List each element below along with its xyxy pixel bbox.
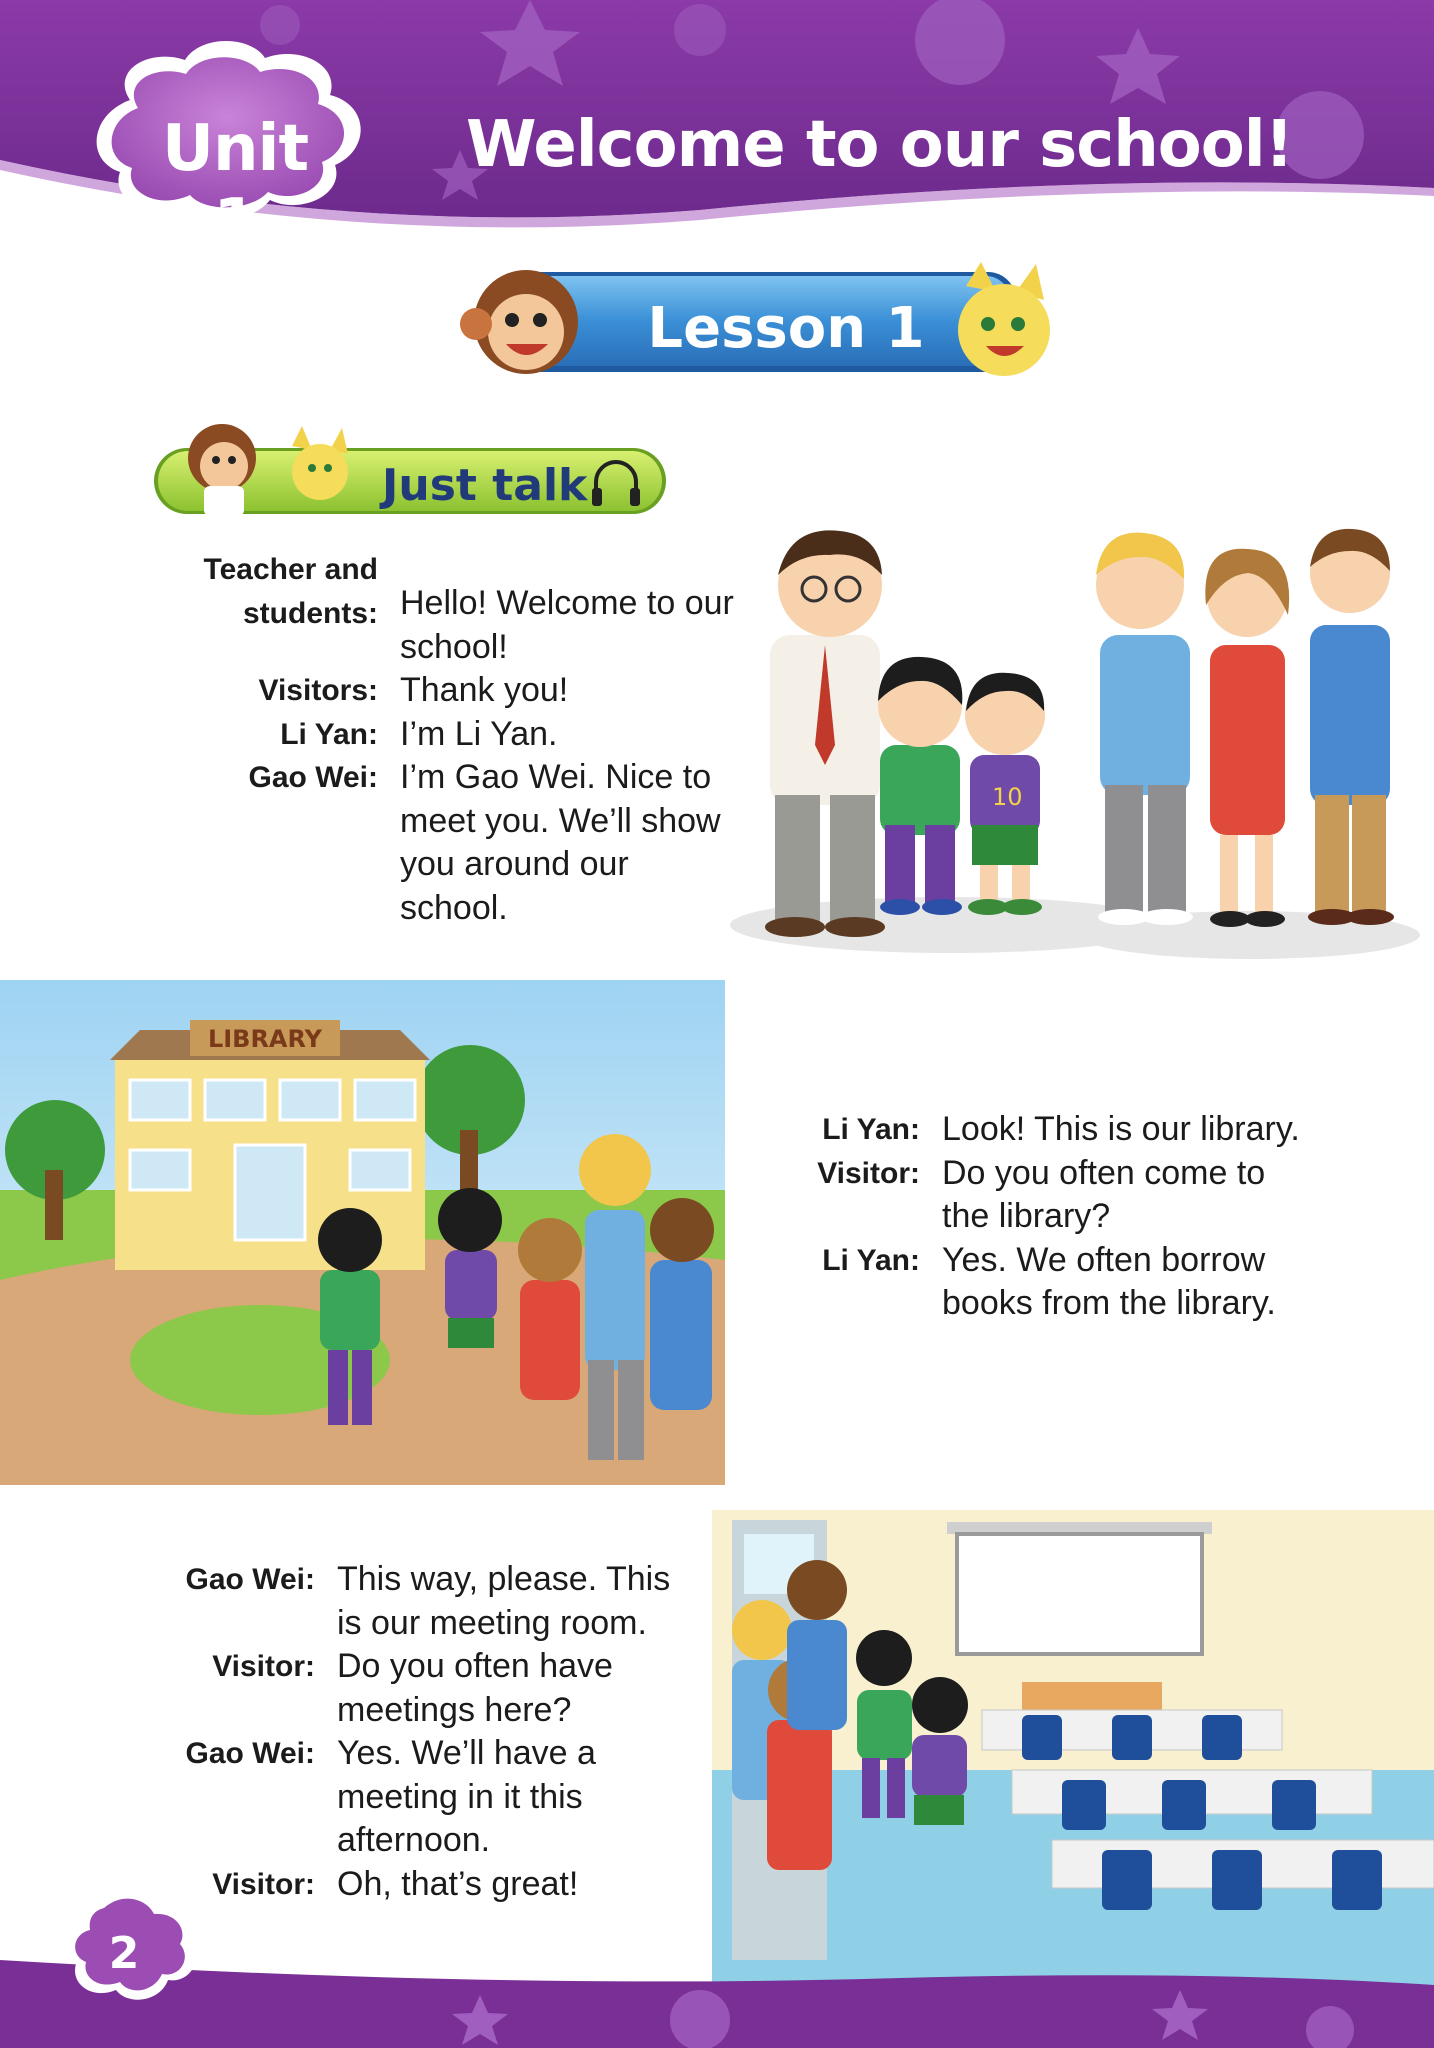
library-sign-text: LIBRARY xyxy=(207,1025,323,1053)
speaker-label: Gao Wei: xyxy=(248,761,378,794)
visitor-man-figure xyxy=(1308,529,1394,925)
gao-wei-figure xyxy=(965,673,1045,915)
dialogue-line xyxy=(150,1558,710,1645)
speaker-label-line-2: students: xyxy=(243,597,378,630)
small-cat-icon xyxy=(292,426,348,500)
speech-text: Yes. We’ll have a meeting in it this afternoon. xyxy=(337,1734,596,1859)
dialogue-line xyxy=(140,756,740,930)
visitor-woman-figure xyxy=(1205,549,1289,927)
speaker-label: Visitors: xyxy=(258,674,378,707)
dialogue-line xyxy=(140,548,740,669)
speech-text: Yes. We often borrow books from the library. xyxy=(942,1240,1276,1322)
speech-text: Do you often have meetings here? xyxy=(337,1647,613,1729)
speaker-label: Visitor: xyxy=(212,1650,315,1683)
projector-screen xyxy=(947,1522,1212,1654)
dialogue-line xyxy=(140,713,740,757)
dialogue-line xyxy=(780,1108,1340,1152)
li-yan-figure xyxy=(878,657,962,915)
dialogue-greeting xyxy=(140,548,740,930)
speech-text: I’m Li Yan. xyxy=(400,714,558,753)
dialogue-line xyxy=(150,1645,710,1732)
speech-text: Look! This is our library. xyxy=(942,1110,1300,1148)
speech-text: Thank you! xyxy=(400,671,569,709)
monkey-mascot-icon xyxy=(460,270,578,374)
page-number: 2 xyxy=(108,1928,140,1979)
speaker-label: Visitor: xyxy=(817,1156,920,1190)
speaker-label xyxy=(140,548,378,636)
speech-text: Do you often come to the library? xyxy=(942,1153,1266,1235)
speaker-label: Li Yan: xyxy=(280,717,378,751)
speaker-label: Li Yan: xyxy=(822,1243,920,1277)
speech-text: Hello! Welcome to our school! xyxy=(400,584,734,666)
footer-band xyxy=(0,1880,1434,2048)
dialogue-line xyxy=(780,1152,1340,1239)
just-talk-header xyxy=(152,412,672,522)
greeting-illustration xyxy=(730,505,1420,960)
speech-text: Oh, that’s great! xyxy=(337,1864,579,1903)
dialogue-meeting-room xyxy=(150,1558,710,1906)
lesson-header xyxy=(456,262,1076,392)
dialogue-line xyxy=(780,1239,1340,1326)
jersey-number: 10 xyxy=(992,783,1023,811)
library-building xyxy=(110,1020,430,1270)
speaker-label: Visitor: xyxy=(212,1867,315,1901)
just-talk-title: Just talk xyxy=(382,460,588,511)
speaker-label-line-1: Teacher and xyxy=(203,553,378,586)
lesson-title: Lesson 1 xyxy=(647,296,925,361)
library-illustration xyxy=(0,980,725,1485)
dialogue-line xyxy=(140,669,740,713)
unit-badge-label: Unit 1 xyxy=(161,112,309,260)
speaker-label: Gao Wei: xyxy=(185,1737,315,1770)
speaker-label: Gao Wei: xyxy=(185,1563,315,1596)
dialogue-line xyxy=(150,1732,710,1863)
speaker-label: Li Yan: xyxy=(822,1113,920,1146)
speech-text: I’m Gao Wei. Nice to meet you. We’ll show you around our school. xyxy=(400,758,721,927)
visitor-blond-figure xyxy=(1096,533,1193,925)
teacher-figure xyxy=(765,530,885,937)
speech-text: This way, please. This is our meeting room. xyxy=(337,1560,671,1642)
dialogue-library xyxy=(780,1108,1340,1326)
unit-title: Welcome to our school! xyxy=(466,108,1293,182)
